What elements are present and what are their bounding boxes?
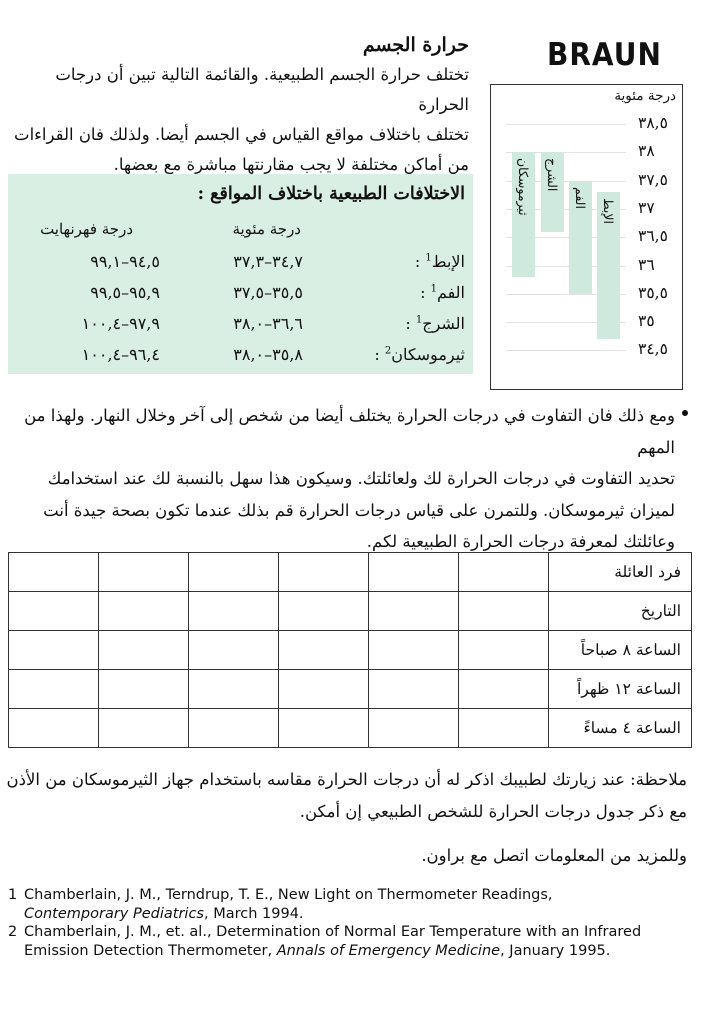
reference-text: Emission Detection Thermometer, [24, 942, 277, 959]
y-tick-label: ٣٦,٥ [638, 227, 668, 246]
journal-title: Annals of Emergency Medicine [276, 942, 501, 959]
row-label: التاريخ [549, 592, 692, 631]
temperature-record-table [8, 552, 692, 748]
site-label [420, 283, 465, 302]
table-cell[interactable] [9, 709, 99, 748]
chart-bar [512, 152, 535, 277]
y-tick-label: ٣٥,٥ [638, 283, 668, 302]
chart-bar [541, 152, 564, 231]
bullet-line: تحديد التفاوت في درجات الحرارة لك ولعائلتك. وسيكون هذا سهل بالنسبة لك عند استخدامك [47, 469, 675, 488]
table-row [9, 709, 692, 748]
celsius-range: ٣٥,٥–٣٧,٥ [233, 283, 303, 302]
table-cell[interactable] [369, 709, 459, 748]
reference-number: 1 [8, 887, 18, 903]
site-label [405, 314, 465, 333]
row-label: الساعة ٤ مساءً [549, 709, 692, 748]
bullet-line: وعائلتك لمعرفة درجات الحرارة الطبيعية لكم. [366, 532, 675, 551]
footnote-ref: 1 [425, 252, 432, 264]
bar-label: الشرج [545, 158, 560, 192]
reference-text: Chamberlain, J. M., Terndrup, T. E., New Light on Thermometer Readings, [24, 887, 553, 903]
celsius-range: ٣٤,٧–٣٧,٣ [233, 252, 303, 271]
table-cell[interactable] [459, 631, 549, 670]
table-cell[interactable] [99, 709, 189, 748]
fahrenheit-range: ٩٤,٥–٩٩,١ [90, 252, 160, 271]
table-cell[interactable] [189, 670, 279, 709]
table-cell[interactable] [279, 631, 369, 670]
table-cell[interactable] [99, 670, 189, 709]
braun-logo: BRAUN [547, 36, 662, 73]
table-cell[interactable] [189, 592, 279, 631]
table-cell[interactable] [459, 592, 549, 631]
table-cell[interactable] [189, 631, 279, 670]
references [8, 886, 698, 960]
note-line: مع ذكر جدول درجات الحرارة للشخص الطبيعي إن أمكن. [299, 802, 687, 821]
site-name: ثيرموسكان [391, 345, 465, 364]
reference-1 [8, 886, 698, 905]
table-cell[interactable] [279, 553, 369, 592]
site-name: الفم [436, 283, 465, 302]
site-label [415, 252, 465, 271]
journal-title: Contemporary Pediatrics [24, 905, 204, 922]
bullet-line: لميزان ثيرموسكان. وللتمرن على قياس درجات الحرارة قم بذلك عندما تكون بصحة جيدة أنت [43, 500, 675, 520]
y-tick-label: ٣٦ [638, 255, 655, 274]
table-cell[interactable] [459, 709, 549, 748]
y-tick-label: ٣٥ [638, 312, 655, 331]
table-cell[interactable] [369, 553, 459, 592]
chart-gridline [506, 124, 626, 125]
footnote-ref: 2 [384, 345, 392, 357]
bar-label: الفم [573, 186, 588, 209]
bullet-icon [682, 410, 688, 416]
table-cell[interactable] [369, 670, 459, 709]
intro-line: تختلف باختلاف مواقع القياس في الجسم أيضا. ولذلك فان القراءات [14, 125, 469, 144]
table-cell[interactable] [99, 592, 189, 631]
row-label: الساعة ١٢ ظهراً [549, 670, 692, 709]
table-cell[interactable] [459, 670, 549, 709]
table-cell[interactable] [9, 553, 99, 592]
table-row [9, 631, 692, 670]
reference-tail: , January 1995. [500, 942, 611, 959]
fahrenheit-range: ٩٦,٤–١٠٠,٤ [81, 345, 160, 364]
reference-2-cont [8, 942, 698, 961]
column-header-fahrenheit: درجة فهرنهايت [40, 220, 133, 238]
fahrenheit-range: ٩٥,٩–٩٩,٥ [90, 283, 160, 302]
table-cell[interactable] [189, 553, 279, 592]
bullet-line: ومع ذلك فان التفاوت في درجات الحرارة يختلف أيضا من شخص إلى آخر وخلال النهار. ولهذا من المهم [24, 406, 675, 457]
celsius-range: ٣٦,٦–٣٨,٠ [233, 314, 303, 333]
site-colon: : [414, 252, 426, 271]
reference-2 [8, 923, 698, 942]
table-cell[interactable] [279, 709, 369, 748]
bullet-paragraph [15, 400, 675, 558]
variations-title: الاختلافات الطبيعية باختلاف المواقع : [197, 184, 465, 204]
variations-panel [8, 174, 473, 374]
site-colon: : [405, 314, 416, 333]
table-cell[interactable] [9, 670, 99, 709]
chart-gridline [506, 350, 626, 351]
table-cell[interactable] [99, 553, 189, 592]
intro-line: تختلف حرارة الجسم الطبيعية. والقائمة التالية تبين أن درجات الحرارة [55, 65, 469, 114]
site-name: الشرج [422, 314, 465, 333]
table-cell[interactable] [459, 553, 549, 592]
table-row [9, 592, 692, 631]
bar-label: ثيرموسكان [516, 158, 531, 216]
reference-text: Chamberlain, J. M., et. al., Determination of Normal Ear Temperature with an Infrared [24, 924, 642, 940]
table-row [9, 553, 692, 592]
row-label: فرد العائلة [549, 553, 692, 592]
site-colon: : [420, 283, 431, 302]
site-label [374, 345, 465, 364]
y-tick-label: ٣٨ [638, 142, 655, 161]
note-line: ملاحظة: عند زيارتك لطبيبك اذكر له أن درجات الحرارة مقاسه باستخدام جهاز الثيرموسكان من الأذن [6, 770, 687, 789]
note-paragraph [2, 764, 687, 828]
chart-bar [569, 181, 592, 294]
table-row [9, 670, 692, 709]
reference-1-cont [8, 905, 698, 924]
intro-paragraph [9, 60, 469, 180]
table-cell[interactable] [99, 631, 189, 670]
more-info-line: وللمزيد من المعلومات اتصل مع براون. [421, 846, 687, 865]
y-tick-label: ٣٧ [638, 198, 655, 217]
bar-label: الإبط [601, 197, 616, 224]
chart-unit-label: درجة مئوية [614, 88, 676, 104]
reference-number: 2 [8, 924, 18, 940]
reference-tail: , March 1994. [203, 905, 304, 922]
table-cell[interactable] [279, 670, 369, 709]
celsius-range: ٣٥,٨–٣٨,٠ [233, 345, 303, 364]
section-title: حرارة الجسم [362, 34, 469, 56]
intro-line: من أماكن مختلفة لا يجب مقارنتها مباشرة مع بعضها. [113, 155, 469, 174]
y-tick-label: ٣٨,٥ [638, 114, 668, 132]
table-cell[interactable] [9, 631, 99, 670]
y-tick-label: ٣٧,٥ [638, 170, 668, 189]
row-label: الساعة ٨ صباحاً [549, 631, 692, 670]
table-cell[interactable] [9, 592, 99, 631]
column-header-celsius: درجة مئوية [232, 220, 301, 238]
table-cell[interactable] [279, 592, 369, 631]
fahrenheit-range: ٩٧,٩–١٠٠,٤ [81, 314, 160, 333]
site-colon: : [374, 345, 385, 364]
table-cell[interactable] [369, 592, 459, 631]
footnote-ref: 1 [430, 283, 437, 295]
table-cell[interactable] [189, 709, 279, 748]
y-tick-label: ٣٤,٥ [638, 340, 668, 359]
site-name: الإبط [431, 252, 465, 271]
table-cell[interactable] [369, 631, 459, 670]
chart-bar [597, 192, 620, 339]
footnote-ref: 1 [415, 314, 423, 326]
